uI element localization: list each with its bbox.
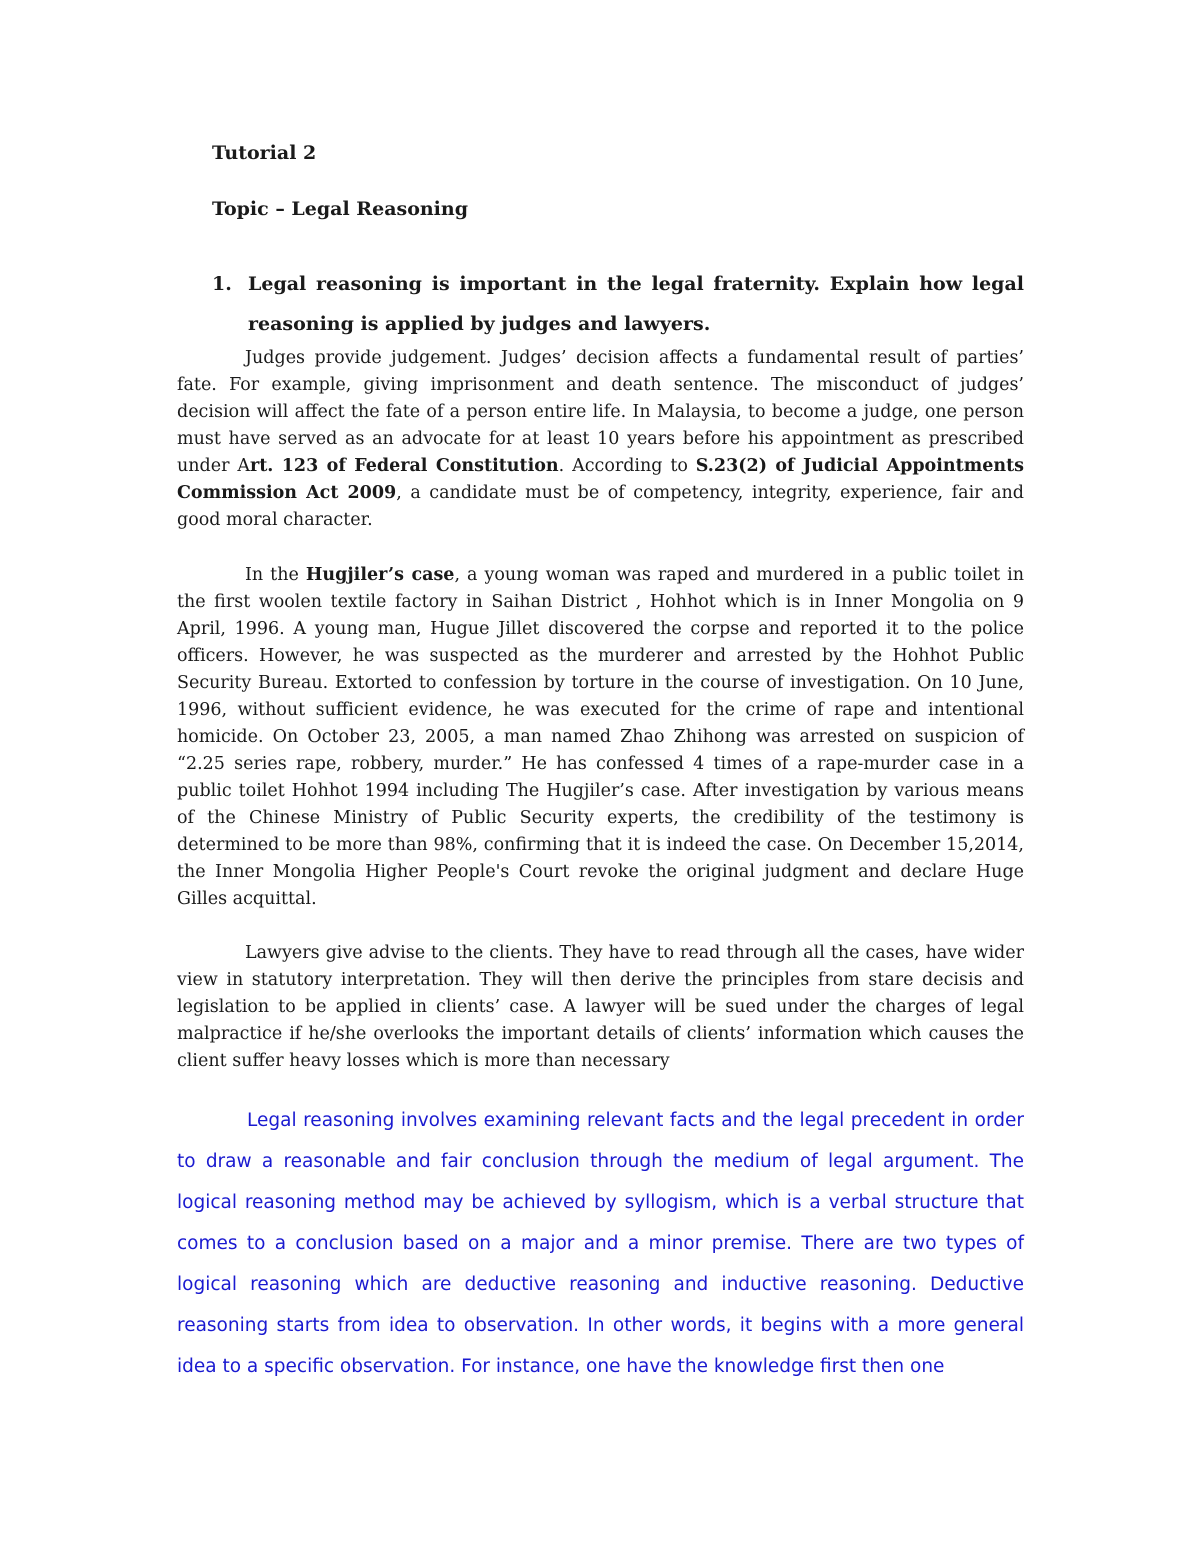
- paragraph-hugjiler-text-2: , a young woman was raped and murdered in a public toilet in the first woolen textile factory in Saihan District , Hohhot which is in Inner Mongolia on 9 April, 1996. A young man, Hugue Jillet discovered the corpse and reported it to the police officers. However, he was suspected as the murderer and arrested by the Hohhot Public Security Bureau. Extorted to confession by torture in the course of investigation. On 10 June, 1996, without sufficient evidence, he was executed for the crime of rape and intentional homicide. On October 23, 2005, a man named Zhao Zhihong was arrested on suspicion of “2.25 series rape, robbery, murder.” He has confessed 4 times of a rape-murder case in a public toilet Hohhot 1994 including The Hugjiler’s case. After investigation by various means of the Chinese Ministry of Public Security experts, the credibility of the testimony is determined to be more than 98%, confirming that it is indeed the case. On December 15,2014, the Inner Mongolia Higher People's Court revoke the original judgment and declare Huge Gilles acquittal.: [177, 565, 1025, 909]
- question-text: Legal reasoning is important in the legal fraternity. Explain how legal reasoning is applied by judges and lawyers.: [248, 273, 1024, 335]
- paragraph-hugjiler-case: [177, 562, 1024, 913]
- paragraph-legal-reasoning-answer: Legal reasoning involves examining relevant facts and the legal precedent in order to draw a reasonable and fair conclusion through the medium of legal argument. The logical reasoning method may be achieved by syllogism, which is a verbal structure that comes to a conclusion based on a major and a minor premise. There are two types of logical reasoning which are deductive reasoning and inductive reasoning. Deductive reasoning starts from idea to observation. In other words, it begins with a more general idea to a specific observation. For instance, one have the knowledge first then one: [177, 1110, 1024, 1377]
- paragraph-hugjiler-text-1: In the: [245, 565, 306, 585]
- paragraph-lawyers: Lawyers give advise to the clients. They have to read through all the cases, have wider view in statutory interpretation. They will then derive the principles from stare decisis and legislation to be applied in clients’ case. A lawyer will be sued under the charges of legal malpractice if he/she overlooks the important details of clients’ information which causes the client suffer heavy losses which is more than necessary: [177, 943, 1024, 1071]
- question-number: 1.: [212, 273, 232, 295]
- paragraph-judges: [177, 345, 1024, 534]
- paragraph-judges-bold-1: rt. 123 of Federal Constitution: [249, 456, 559, 476]
- document-topic: Topic – Legal Reasoning: [212, 198, 468, 220]
- paragraph-judges-text-3: , a candidate must be of competency, integrity, experience, fair and good moral character.: [177, 483, 1024, 530]
- paragraph-judges-text-1: Judges provide judgement. Judges’ decision affects a fundamental result of parties’ fate. For example, giving imprisonment and death sentence. The misconduct of judges’ decision will affect the fate of a person entire life. In Malaysia, to become a judge, one person must have served as an advocate for at least 10 years before his appointment as prescribed under A: [177, 348, 1024, 476]
- paragraph-hugjiler-bold-1: Hugjiler’s case: [305, 565, 455, 585]
- question-1: [212, 264, 1024, 344]
- document-title: Tutorial 2: [212, 142, 317, 164]
- paragraph-judges-text-2: . According to: [558, 456, 696, 476]
- paragraph-judges-bold-2: S.23(2) of Judicial Appointments Commission Act 2009: [177, 456, 1024, 503]
